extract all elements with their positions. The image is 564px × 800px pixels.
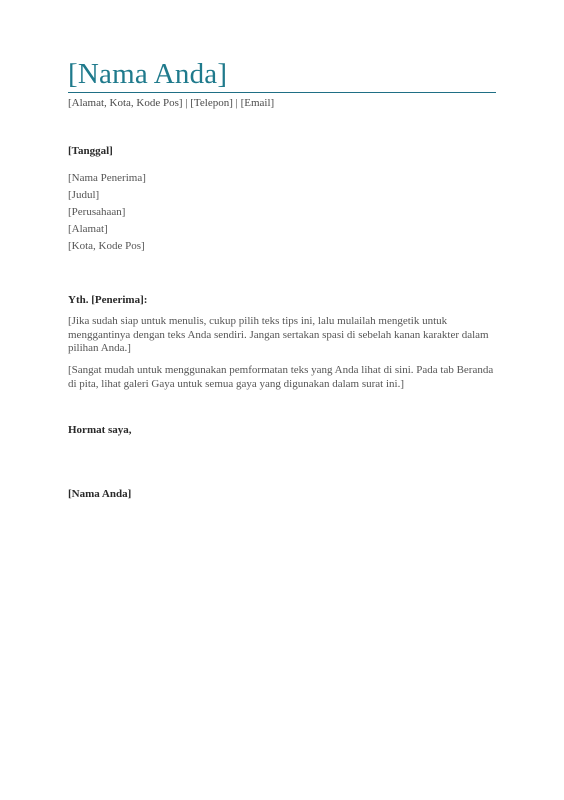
recipient-city-zip[interactable]: [Kota, Kode Pos] (68, 240, 145, 252)
closing[interactable]: Hormat saya, (68, 424, 132, 436)
body-paragraph[interactable]: [Jika sudah siap untuk menulis, cukup pilih teks tips ini, lalu mulailah mengetik untuk menggantinya dengan teks Anda sendiri. Jangan sertakan spasi di sebelah kanan karakter dalam pilihan Anda.] (68, 315, 489, 354)
recipient-company[interactable]: [Perusahaan] (68, 206, 126, 218)
signature-name[interactable]: [Nama Anda] (68, 488, 132, 500)
letter-header (68, 58, 496, 93)
letter-date[interactable]: [Tanggal] (68, 145, 113, 157)
recipient-block (68, 170, 146, 255)
recipient-address[interactable]: [Alamat] (68, 223, 108, 235)
salutation[interactable]: Yth. [Penerima]: (68, 294, 148, 306)
sender-contact-line[interactable]: [Alamat, Kota, Kode Pos] | [Telepon] | [Email] (68, 97, 275, 109)
recipient-title[interactable]: [Judul] (68, 189, 100, 201)
body-paragraph[interactable]: [Sangat mudah untuk menggunakan pemformatan teks yang Anda lihat di sini. Pada tab Beranda di pita, lihat galeri Gaya untuk semua gaya yang digunakan dalam surat ini.] (68, 364, 494, 390)
recipient-name[interactable]: [Nama Penerima] (68, 172, 146, 184)
sender-name[interactable]: [Nama Anda] (68, 58, 228, 90)
